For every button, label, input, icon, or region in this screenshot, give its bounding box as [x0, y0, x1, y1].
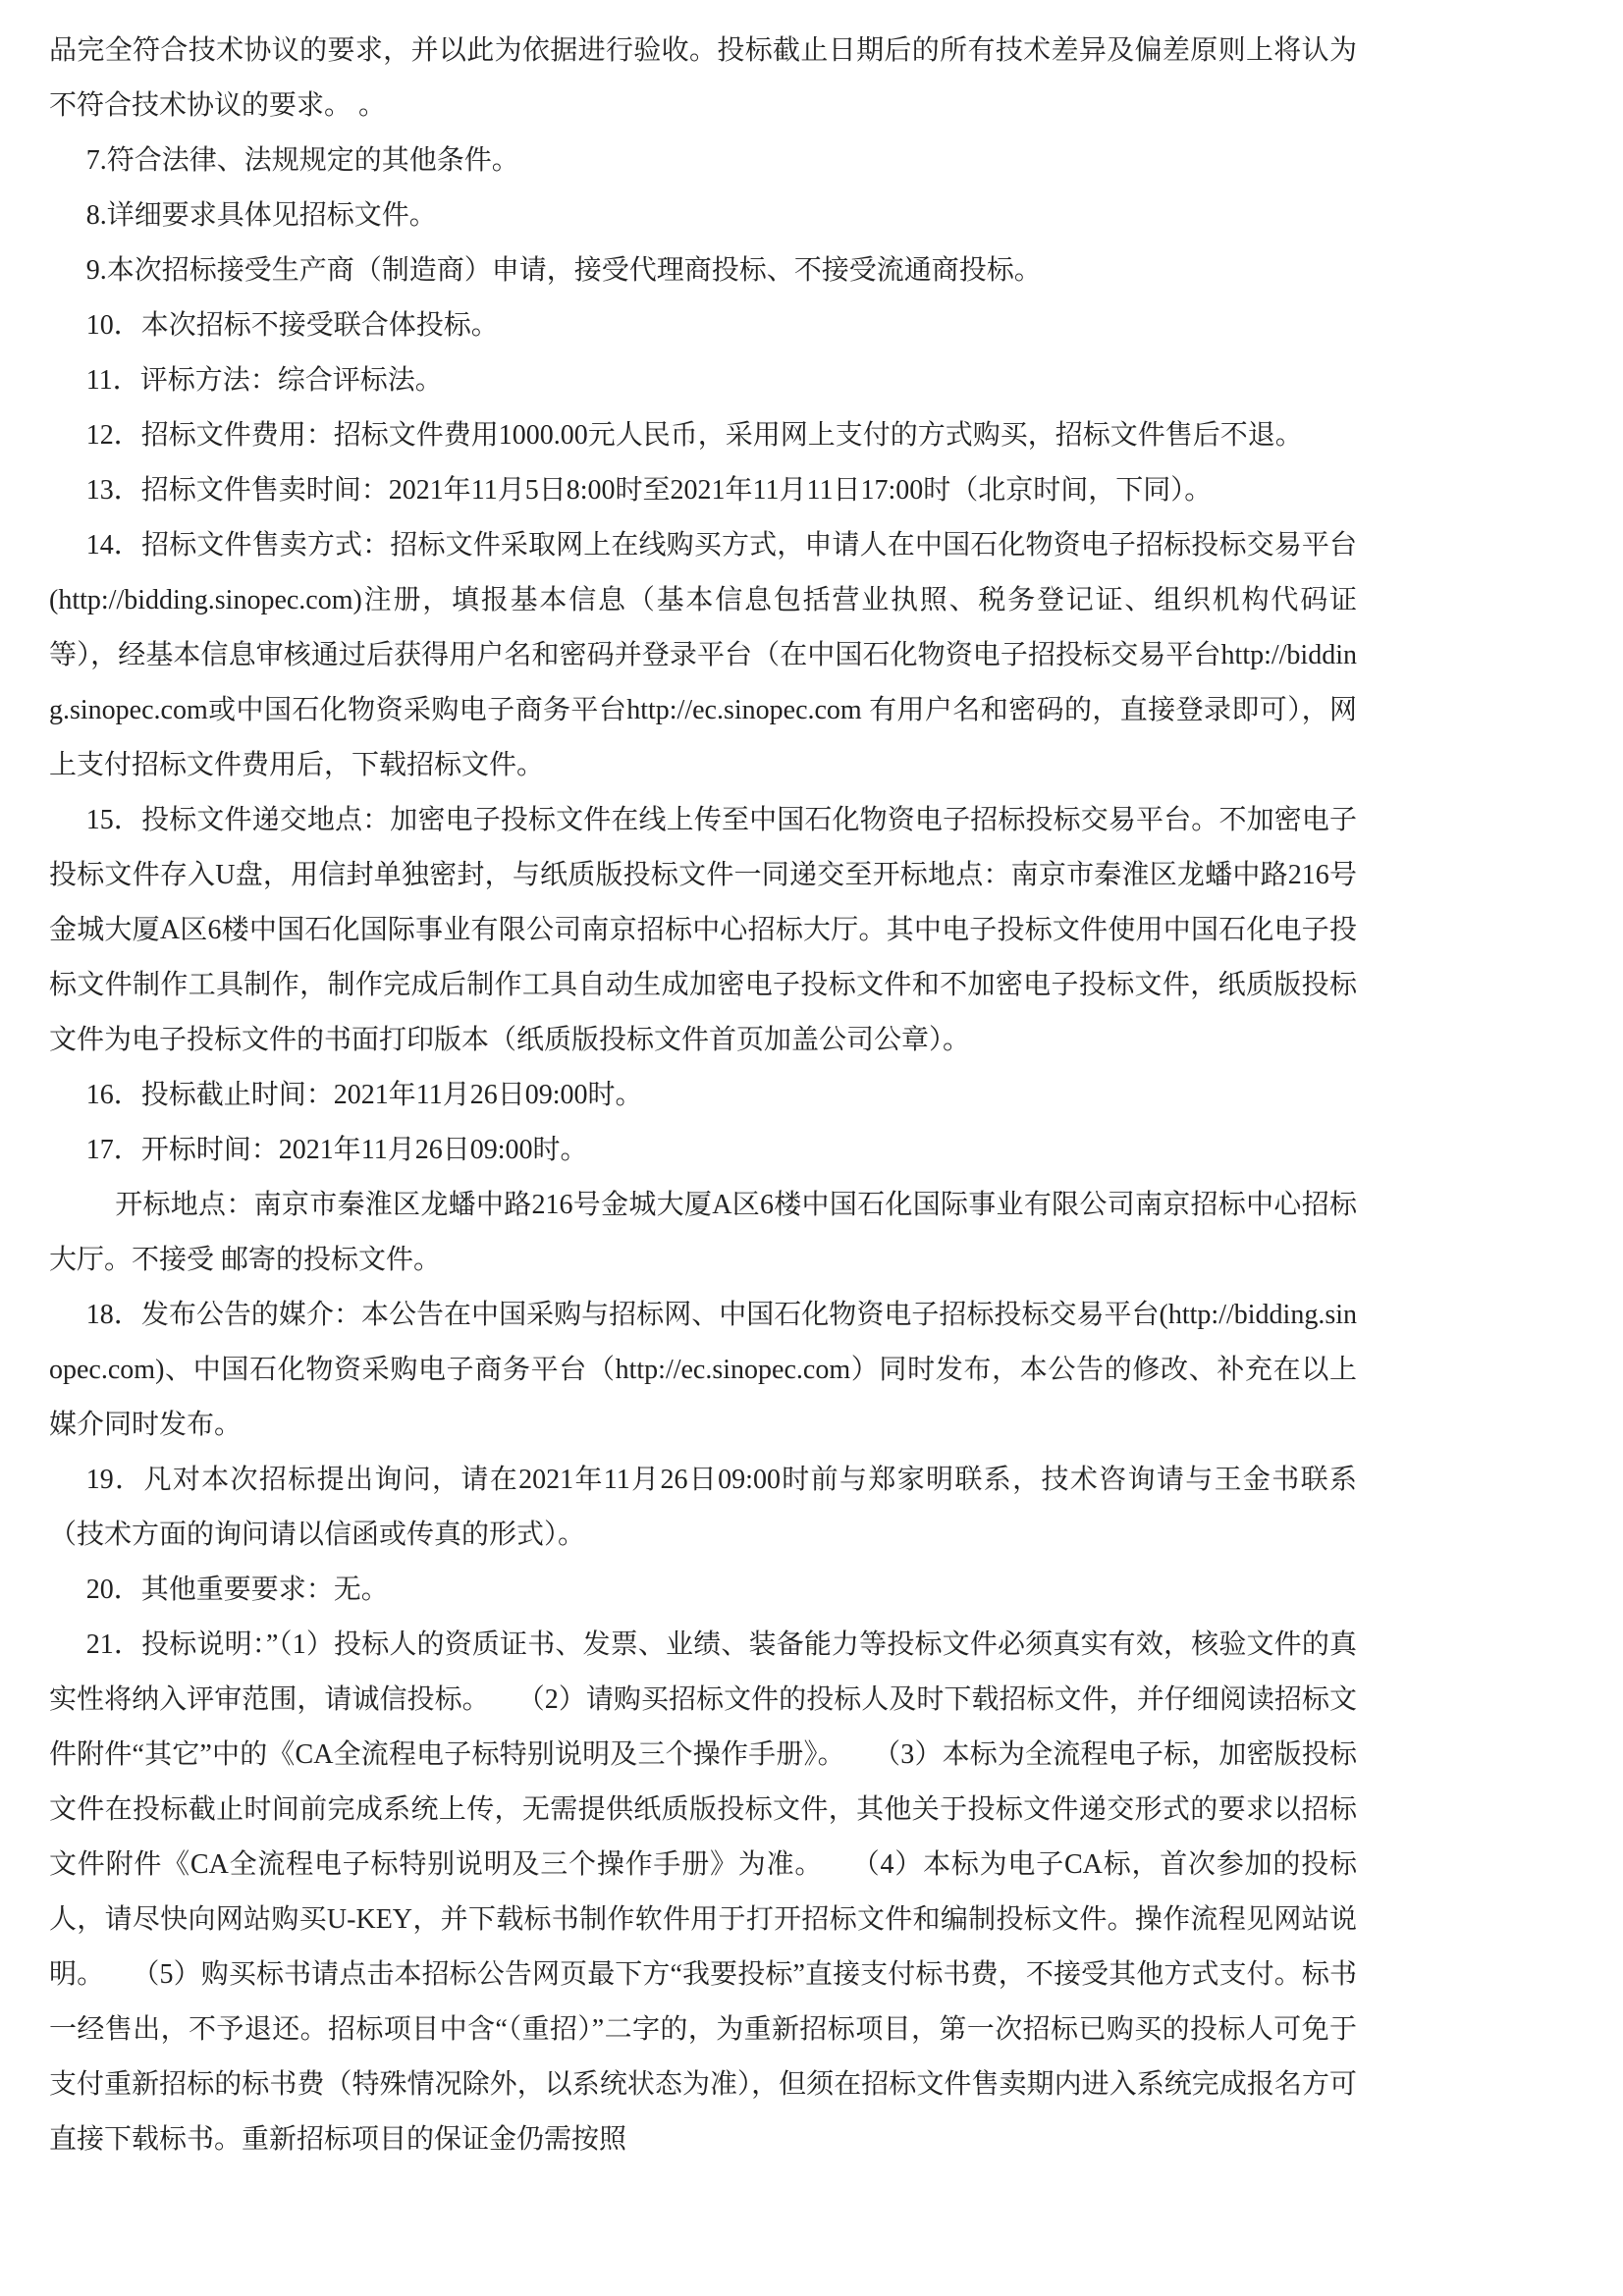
clause-15: 15．投标文件递交地点：加密电子投标文件在线上传至中国石化物资电子招标投标交易平台。不加密电子投标文件存入U盘，用信封单独密封，与纸质版投标文件一同递交至开标地点：南京市秦淮区龙蟠中路216号金城大厦A区6楼中国石化国际事业有限公司南京招标中心招标大厅。其中电子投标文件使用中国石化电子投标文件制作工具制作，制作完成后制作工具自动生成加密电子投标文件和不加密电子投标文件，纸质版投标文件为电子投标文件的书面打印版本（纸质版投标文件首页加盖公司公章）。	[49, 805, 1357, 1055]
clause-11: 11．评标方法：综合评标法。	[85, 365, 443, 396]
clause-9: 9.本次招标接受生产商（制造商）申请，接受代理商投标、不接受流通商投标。	[85, 255, 1042, 286]
clause-12: 12．招标文件费用：招标文件费用1000.00元人民币，采用网上支付的方式购买，招标文件售后不退。	[85, 420, 1303, 451]
clause-18: 18．发布公告的媒介：本公告在中国采购与招标网、中国石化物资电子招标投标交易平台(http://bidding.sinopec.com)、中国石化物资采购电子商务平台（http://ec.sinopec.com）同时发布，本公告的修改、补充在以上媒介同时发布。	[49, 1300, 1357, 1440]
clause-20: 20．其他重要要求：无。	[85, 1575, 389, 1605]
opening-location-note: 开标地点：南京市秦淮区龙蟠中路216号金城大厦A区6楼中国石化国际事业有限公司南京招标中心招标大厅。不接受 邮寄的投标文件。	[49, 1190, 1357, 1275]
continued-text: 品完全符合技术协议的要求，并以此为依据进行验收。投标截止日期后的所有技术差异及偏差原则上将认为不符合技术协议的要求。 。	[49, 35, 1357, 121]
clause-17: 17．开标时间：2021年11月26日09:00时。	[85, 1135, 588, 1165]
document-body	[49, 24, 1357, 2167]
clause-13: 13．招标文件售卖时间：2021年11月5日8:00时至2021年11月11日17:00时（北京时间，下同）。	[85, 475, 1213, 506]
clause-21: 21．投标说明：”（1）投标人的资质证书、发票、业绩、装备能力等投标文件必须真实有效，核验文件的真实性将纳入评审范围，请诚信投标。 （2）请购买招标文件的投标人及时下载招标文件，并仔细阅读招标文件附件“其它”中的《CA全流程电子标特别说明及三个操作手册》。 （3）本标为全流程电子标，加密版投标文件在投标截止时间前完成系统上传，无需提供纸质版投标文件，其他关于投标文件递交形式的要求以招标文件附件《CA全流程电子标特别说明及三个操作手册》为准。 （4）本标为电子CA标，首次参加的投标人，请尽快向网站购买U-KEY，并下载标书制作软件用于打开招标文件和编制投标文件。操作流程见网站说明。 （5）购买标书请点击本招标公告网页最下方“我要投标”直接支付标书费，不接受其他方式支付。标书一经售出，不予退还。招标项目中含“（重招）”二字的，为重新招标项目，第一次招标已购买的投标人可免于支付重新招标的标书费（特殊情况除外，以系统状态为准），但须在招标文件售卖期内进入系统完成报名方可直接下载标书。重新招标项目的保证金仍需按照	[49, 1629, 1357, 2155]
clause-8: 8.详细要求具体见招标文件。	[85, 200, 437, 231]
clause-7: 7.符合法律、法规规定的其他条件。	[85, 145, 519, 176]
clause-16: 16．投标截止时间：2021年11月26日09:00时。	[85, 1080, 643, 1110]
clause-14: 14．招标文件售卖方式：招标文件采取网上在线购买方式，申请人在中国石化物资电子招标投标交易平台(http://bidding.sinopec.com)注册，填报基本信息（基本信息包括营业执照、税务登记证、组织机构代码证等），经基本信息审核通过后获得用户名和密码并登录平台（在中国石化物资电子招投标交易平台http://bidding.sinopec.com或中国石化物资采购电子商务平台http://ec.sinopec.com 有用户名和密码的，直接登录即可），网上支付招标文件费用后，下载招标文件。	[49, 530, 1357, 780]
clause-10: 10．本次招标不接受联合体投标。	[85, 310, 499, 341]
clause-19: 19．凡对本次招标提出询问，请在2021年11月26日09:00时前与郑家明联系，技术咨询请与王金书联系（技术方面的询问请以信函或传真的形式）。	[49, 1465, 1357, 1550]
